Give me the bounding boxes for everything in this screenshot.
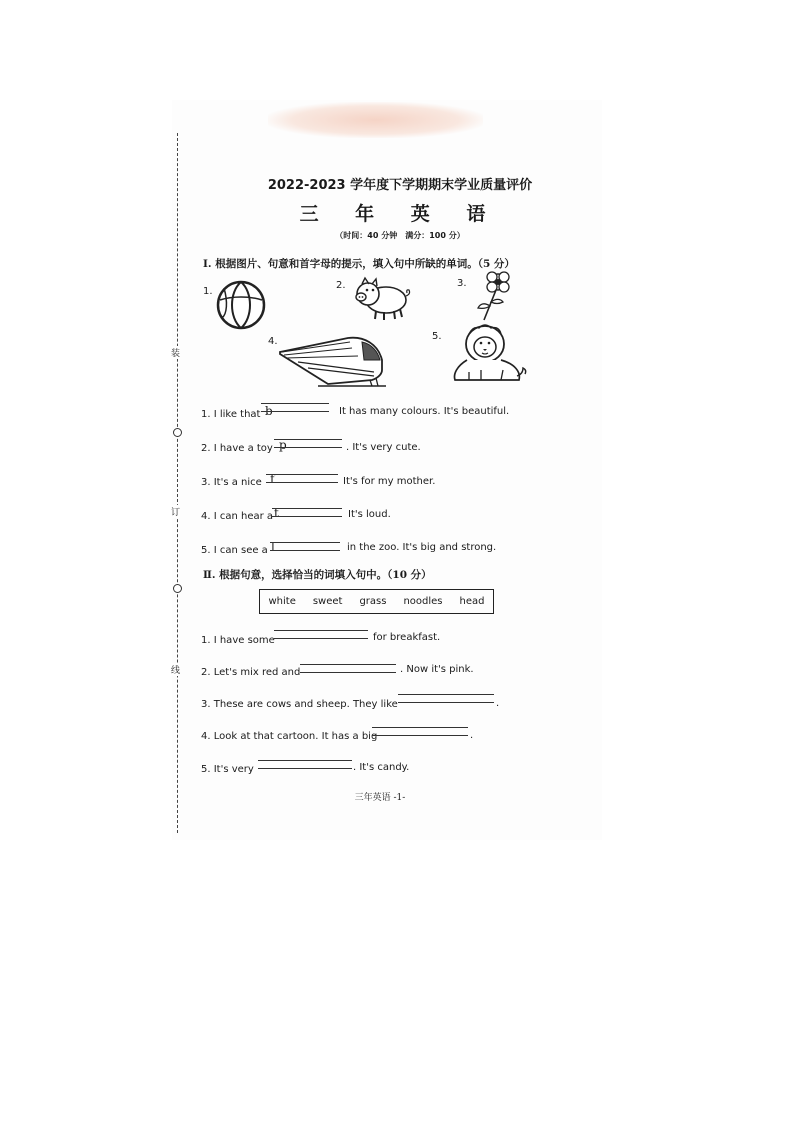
section1-heading: Ⅰ. 根据图片、句意和首字母的提示，填入句中所缺的单词。（5 分）: [203, 258, 515, 270]
ball-icon: [214, 278, 268, 332]
question-4-tail: It's loud.: [348, 509, 391, 520]
question-2-text: 2. Let's mix red and: [201, 667, 301, 678]
answer-blank[interactable]: [398, 694, 494, 703]
question-3-tail: It's for my mother.: [343, 476, 436, 487]
hint-letter: l: [271, 540, 275, 554]
binding-mark-zhuang: 装: [171, 346, 180, 359]
bleed-through-stamp: [268, 102, 483, 138]
exam-info: （时间：40 分钟 满分：100 分）: [335, 231, 465, 240]
question-2-tail: . It's very cute.: [346, 442, 421, 453]
word-bank-item: grass: [359, 596, 387, 607]
word-bank-item: noodles: [403, 596, 443, 607]
question-5-tail: in the zoo. It's big and strong.: [347, 542, 497, 553]
section2-heading: Ⅱ. 根据句意，选择恰当的词填入句中。（10 分）: [203, 569, 432, 581]
train-icon: [278, 330, 388, 390]
question-4-text: 4. Look at that cartoon. It has a big: [201, 731, 378, 742]
picture-number: 3.: [457, 278, 467, 289]
picture-number: 1.: [203, 286, 213, 297]
question-3-text: 3. These are cows and sheep. They like: [201, 699, 398, 710]
question-5-tail: . It's candy.: [353, 762, 410, 773]
question-3-tail: .: [496, 698, 500, 709]
binding-mark-ding: 订: [171, 505, 180, 518]
answer-blank[interactable]: [372, 727, 468, 736]
binding-hole: [173, 428, 182, 437]
hint-letter: b: [265, 404, 273, 418]
question-4-tail: .: [470, 730, 474, 741]
question-1-tail: for breakfast.: [373, 632, 441, 643]
binding-line: [177, 133, 178, 833]
exam-subject: 三 年 英 语: [299, 203, 501, 225]
question-4-text: 4. I can hear a: [201, 511, 274, 522]
answer-blank[interactable]: [261, 403, 329, 412]
question-1-text: 1. I like that: [201, 409, 261, 420]
word-bank: [259, 589, 494, 614]
question-1-tail: It has many colours. It's beautiful.: [339, 406, 510, 417]
question-5-text: 5. I can see a: [201, 545, 268, 556]
answer-blank[interactable]: [274, 630, 368, 639]
word-bank-item: white: [268, 596, 296, 607]
answer-blank[interactable]: [270, 542, 340, 551]
answer-blank[interactable]: [272, 508, 342, 517]
binding-mark-xian: 线: [171, 663, 180, 676]
question-3-text: 3. It's a nice: [201, 477, 262, 488]
page-footer: 三年英语 -1-: [354, 793, 406, 803]
binding-hole: [173, 584, 182, 593]
hint-letter: f: [270, 472, 275, 486]
hint-letter: p: [279, 438, 287, 452]
picture-number: 5.: [432, 331, 442, 342]
answer-blank[interactable]: [274, 439, 342, 448]
pig-icon: [352, 274, 412, 322]
answer-blank[interactable]: [266, 474, 338, 483]
question-5-text: 5. It's very: [201, 764, 254, 775]
question-2-text: 2. I have a toy: [201, 443, 273, 454]
question-2-tail: . Now it's pink.: [400, 664, 474, 675]
picture-number: 4.: [268, 336, 278, 347]
question-1-text: 1. I have some: [201, 635, 275, 646]
hint-letter: t: [274, 506, 279, 520]
picture-number: 2.: [336, 280, 346, 291]
flower-icon: [474, 268, 514, 322]
exam-title: 2022-2023 学年度下学期期末学业质量评价: [267, 178, 533, 193]
word-bank-item: head: [459, 596, 485, 607]
answer-blank[interactable]: [300, 664, 396, 673]
answer-blank[interactable]: [258, 760, 352, 769]
word-bank-item: sweet: [312, 596, 343, 607]
lion-icon: [449, 322, 527, 386]
